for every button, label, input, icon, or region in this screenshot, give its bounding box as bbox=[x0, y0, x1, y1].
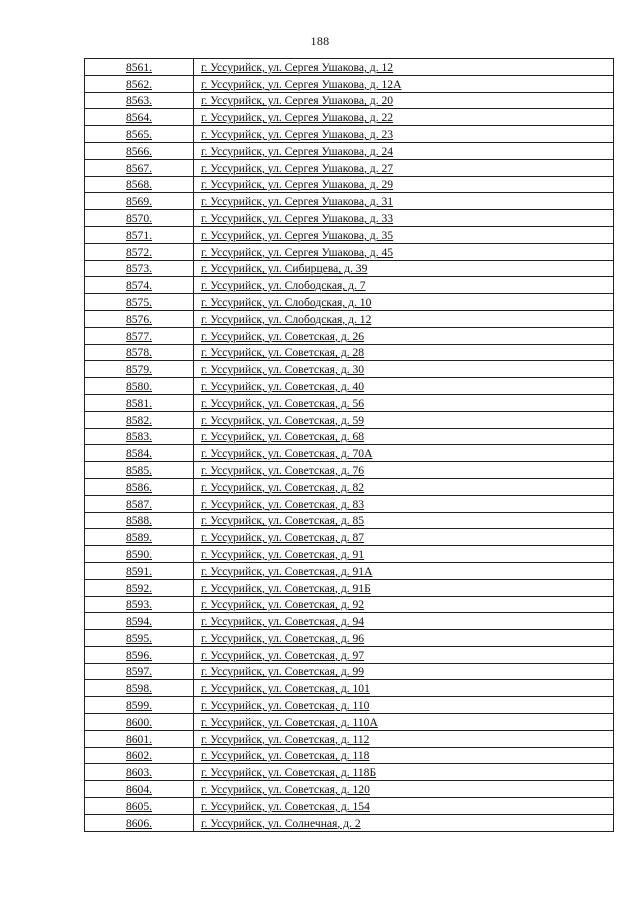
address-text: г. Уссурийск, ул. Сергея Ушакова, д. 33 bbox=[201, 211, 394, 225]
row-number: 8581. bbox=[85, 394, 194, 411]
row-number: 8569. bbox=[85, 193, 194, 210]
address-text: г. Уссурийск, ул. Советская, д. 76 bbox=[201, 463, 365, 477]
row-number: 8605. bbox=[85, 798, 194, 815]
row-number: 8566. bbox=[85, 142, 194, 159]
address-cell bbox=[194, 277, 614, 294]
address-cell bbox=[194, 92, 614, 109]
address-text: г. Уссурийск, ул. Советская, д. 59 bbox=[201, 413, 365, 427]
address-text: г. Уссурийск, ул. Сергея Ушакова, д. 20 bbox=[201, 94, 394, 108]
row-number: 8573. bbox=[85, 260, 194, 277]
address-text: г. Уссурийск, ул. Советская, д. 112 bbox=[201, 732, 370, 746]
address-text: г. Уссурийск, ул. Советская, д. 87 bbox=[201, 531, 365, 545]
address-cell bbox=[194, 747, 614, 764]
table-row bbox=[85, 646, 614, 663]
address-text: г. Уссурийск, ул. Сергея Ушакова, д. 45 bbox=[201, 245, 394, 259]
table-row bbox=[85, 327, 614, 344]
table-row bbox=[85, 730, 614, 747]
address-text: г. Уссурийск, ул. Советская, д. 91А bbox=[201, 564, 373, 578]
address-text: г. Уссурийск, ул. Сергея Ушакова, д. 31 bbox=[201, 195, 394, 209]
row-number: 8597. bbox=[85, 663, 194, 680]
row-number: 8606. bbox=[85, 814, 194, 831]
address-cell bbox=[194, 646, 614, 663]
row-number: 8584. bbox=[85, 445, 194, 462]
address-text: г. Уссурийск, ул. Советская, д. 94 bbox=[201, 615, 365, 629]
row-number: 8601. bbox=[85, 730, 194, 747]
table-row bbox=[85, 294, 614, 311]
address-cell bbox=[194, 596, 614, 613]
address-cell bbox=[194, 59, 614, 76]
table-row bbox=[85, 495, 614, 512]
page-number: 188 bbox=[310, 34, 330, 48]
table-row bbox=[85, 344, 614, 361]
address-cell bbox=[194, 176, 614, 193]
table-row bbox=[85, 411, 614, 428]
row-number: 8598. bbox=[85, 680, 194, 697]
address-text: г. Уссурийск, ул. Советская, д. 85 bbox=[201, 514, 365, 528]
address-text: г. Уссурийск, ул. Советская, д. 91 bbox=[201, 547, 365, 561]
address-text: г. Уссурийск, ул. Советская, д. 118Б bbox=[201, 766, 377, 780]
address-text: г. Уссурийск, ул. Советская, д. 97 bbox=[201, 648, 365, 662]
row-number: 8593. bbox=[85, 596, 194, 613]
address-text: г. Уссурийск, ул. Сибирцева, д. 39 bbox=[201, 262, 368, 276]
table-row bbox=[85, 445, 614, 462]
row-number: 8588. bbox=[85, 512, 194, 529]
table-row bbox=[85, 159, 614, 176]
row-number: 8572. bbox=[85, 243, 194, 260]
address-cell bbox=[194, 562, 614, 579]
table-row bbox=[85, 142, 614, 159]
address-cell bbox=[194, 361, 614, 378]
row-number: 8587. bbox=[85, 495, 194, 512]
address-table bbox=[84, 58, 614, 832]
table-row bbox=[85, 394, 614, 411]
address-cell bbox=[194, 697, 614, 714]
address-cell bbox=[194, 512, 614, 529]
table-row bbox=[85, 613, 614, 630]
row-number: 8603. bbox=[85, 764, 194, 781]
address-text: г. Уссурийск, ул. Сергея Ушакова, д. 24 bbox=[201, 144, 394, 158]
row-number: 8576. bbox=[85, 310, 194, 327]
table-row bbox=[85, 428, 614, 445]
address-cell bbox=[194, 462, 614, 479]
row-number: 8570. bbox=[85, 210, 194, 227]
address-text: г. Уссурийск, ул. Советская, д. 96 bbox=[201, 631, 365, 645]
row-number: 8589. bbox=[85, 529, 194, 546]
table-row bbox=[85, 814, 614, 831]
address-cell bbox=[194, 630, 614, 647]
address-text: г. Уссурийск, ул. Солнечная, д. 2 bbox=[201, 816, 361, 830]
table-row bbox=[85, 596, 614, 613]
address-cell bbox=[194, 394, 614, 411]
row-number: 8575. bbox=[85, 294, 194, 311]
table-row bbox=[85, 260, 614, 277]
table-row bbox=[85, 193, 614, 210]
address-text: г. Уссурийск, ул. Слободская, д. 12 bbox=[201, 312, 372, 326]
row-number: 8565. bbox=[85, 126, 194, 143]
table-row bbox=[85, 546, 614, 563]
row-number: 8592. bbox=[85, 579, 194, 596]
table-row bbox=[85, 75, 614, 92]
address-text: г. Уссурийск, ул. Советская, д. 120 bbox=[201, 783, 370, 797]
table-row bbox=[85, 512, 614, 529]
address-text: г. Уссурийск, ул. Советская, д. 99 bbox=[201, 665, 365, 679]
row-number: 8599. bbox=[85, 697, 194, 714]
table-row bbox=[85, 210, 614, 227]
address-cell bbox=[194, 310, 614, 327]
row-number: 8578. bbox=[85, 344, 194, 361]
row-number: 8583. bbox=[85, 428, 194, 445]
address-text: г. Уссурийск, ул. Сергея Ушакова, д. 27 bbox=[201, 161, 394, 175]
row-number: 8563. bbox=[85, 92, 194, 109]
table-row bbox=[85, 310, 614, 327]
address-cell bbox=[194, 781, 614, 798]
address-cell bbox=[194, 260, 614, 277]
table-row bbox=[85, 697, 614, 714]
table-row bbox=[85, 680, 614, 697]
address-cell bbox=[194, 445, 614, 462]
table-row bbox=[85, 378, 614, 395]
address-cell bbox=[194, 142, 614, 159]
table-row bbox=[85, 764, 614, 781]
row-number: 8561. bbox=[85, 59, 194, 76]
row-number: 8585. bbox=[85, 462, 194, 479]
row-number: 8591. bbox=[85, 562, 194, 579]
table-row bbox=[85, 126, 614, 143]
row-number: 8577. bbox=[85, 327, 194, 344]
address-text: г. Уссурийск, ул. Советская, д. 68 bbox=[201, 430, 365, 444]
address-text: г. Уссурийск, ул. Сергея Ушакова, д. 12 bbox=[201, 60, 394, 74]
address-cell bbox=[194, 378, 614, 395]
row-number: 8596. bbox=[85, 646, 194, 663]
address-text: г. Уссурийск, ул. Советская, д. 154 bbox=[201, 799, 370, 813]
address-text: г. Уссурийск, ул. Советская, д. 110 bbox=[201, 699, 370, 713]
row-number: 8579. bbox=[85, 361, 194, 378]
row-number: 8590. bbox=[85, 546, 194, 563]
table-row bbox=[85, 562, 614, 579]
address-text: г. Уссурийск, ул. Советская, д. 28 bbox=[201, 346, 365, 360]
row-number: 8586. bbox=[85, 478, 194, 495]
address-text: г. Уссурийск, ул. Слободская, д. 7 bbox=[201, 279, 366, 293]
address-table-body bbox=[85, 59, 614, 832]
address-cell bbox=[194, 529, 614, 546]
address-cell bbox=[194, 344, 614, 361]
address-text: г. Уссурийск, ул. Сергея Ушакова, д. 12А bbox=[201, 77, 402, 91]
address-text: г. Уссурийск, ул. Слободская, д. 10 bbox=[201, 295, 372, 309]
table-row bbox=[85, 59, 614, 76]
address-cell bbox=[194, 243, 614, 260]
address-text: г. Уссурийск, ул. Советская, д. 92 bbox=[201, 598, 365, 612]
address-cell bbox=[194, 411, 614, 428]
address-cell bbox=[194, 764, 614, 781]
address-cell bbox=[194, 798, 614, 815]
row-number: 8567. bbox=[85, 159, 194, 176]
row-number: 8595. bbox=[85, 630, 194, 647]
address-text: г. Уссурийск, ул. Советская, д. 101 bbox=[201, 682, 370, 696]
table-row bbox=[85, 226, 614, 243]
table-row bbox=[85, 714, 614, 731]
address-cell bbox=[194, 126, 614, 143]
address-cell bbox=[194, 210, 614, 227]
address-cell bbox=[194, 730, 614, 747]
address-cell bbox=[194, 193, 614, 210]
address-cell bbox=[194, 814, 614, 831]
table-row bbox=[85, 663, 614, 680]
table-row bbox=[85, 243, 614, 260]
table-row bbox=[85, 277, 614, 294]
row-number: 8580. bbox=[85, 378, 194, 395]
row-number: 8604. bbox=[85, 781, 194, 798]
table-row bbox=[85, 529, 614, 546]
address-cell bbox=[194, 478, 614, 495]
address-cell bbox=[194, 327, 614, 344]
address-cell bbox=[194, 75, 614, 92]
address-text: г. Уссурийск, ул. Советская, д. 83 bbox=[201, 497, 365, 511]
address-text: г. Уссурийск, ул. Советская, д. 40 bbox=[201, 379, 365, 393]
address-cell bbox=[194, 714, 614, 731]
address-text: г. Уссурийск, ул. Сергея Ушакова, д. 35 bbox=[201, 228, 394, 242]
address-text: г. Уссурийск, ул. Сергея Ушакова, д. 29 bbox=[201, 178, 394, 192]
address-text: г. Уссурийск, ул. Сергея Ушакова, д. 22 bbox=[201, 111, 394, 125]
address-text: г. Уссурийск, ул. Советская, д. 82 bbox=[201, 480, 365, 494]
address-text: г. Уссурийск, ул. Советская, д. 30 bbox=[201, 363, 365, 377]
table-row bbox=[85, 109, 614, 126]
table-row bbox=[85, 361, 614, 378]
row-number: 8562. bbox=[85, 75, 194, 92]
address-text: г. Уссурийск, ул. Советская, д. 91Б bbox=[201, 581, 371, 595]
row-number: 8568. bbox=[85, 176, 194, 193]
address-text: г. Уссурийск, ул. Советская, д. 110А bbox=[201, 715, 378, 729]
table-row bbox=[85, 798, 614, 815]
table-row bbox=[85, 630, 614, 647]
row-number: 8602. bbox=[85, 747, 194, 764]
table-row bbox=[85, 478, 614, 495]
address-text: г. Уссурийск, ул. Советская, д. 26 bbox=[201, 329, 365, 343]
row-number: 8574. bbox=[85, 277, 194, 294]
address-text: г. Уссурийск, ул. Советская, д. 118 bbox=[201, 749, 370, 763]
address-text: г. Уссурийск, ул. Сергея Ушакова, д. 23 bbox=[201, 127, 394, 141]
address-text: г. Уссурийск, ул. Советская, д. 70А bbox=[201, 447, 373, 461]
table-row bbox=[85, 579, 614, 596]
table-row bbox=[85, 747, 614, 764]
address-cell bbox=[194, 294, 614, 311]
address-cell bbox=[194, 613, 614, 630]
address-cell bbox=[194, 680, 614, 697]
address-cell bbox=[194, 226, 614, 243]
row-number: 8600. bbox=[85, 714, 194, 731]
row-number: 8564. bbox=[85, 109, 194, 126]
address-cell bbox=[194, 428, 614, 445]
address-cell bbox=[194, 109, 614, 126]
address-text: г. Уссурийск, ул. Советская, д. 56 bbox=[201, 396, 365, 410]
table-row bbox=[85, 176, 614, 193]
address-cell bbox=[194, 159, 614, 176]
row-number: 8571. bbox=[85, 226, 194, 243]
table-row bbox=[85, 92, 614, 109]
table-row bbox=[85, 781, 614, 798]
row-number: 8594. bbox=[85, 613, 194, 630]
row-number: 8582. bbox=[85, 411, 194, 428]
address-cell bbox=[194, 546, 614, 563]
table-row bbox=[85, 462, 614, 479]
address-cell bbox=[194, 495, 614, 512]
address-cell bbox=[194, 663, 614, 680]
address-cell bbox=[194, 579, 614, 596]
